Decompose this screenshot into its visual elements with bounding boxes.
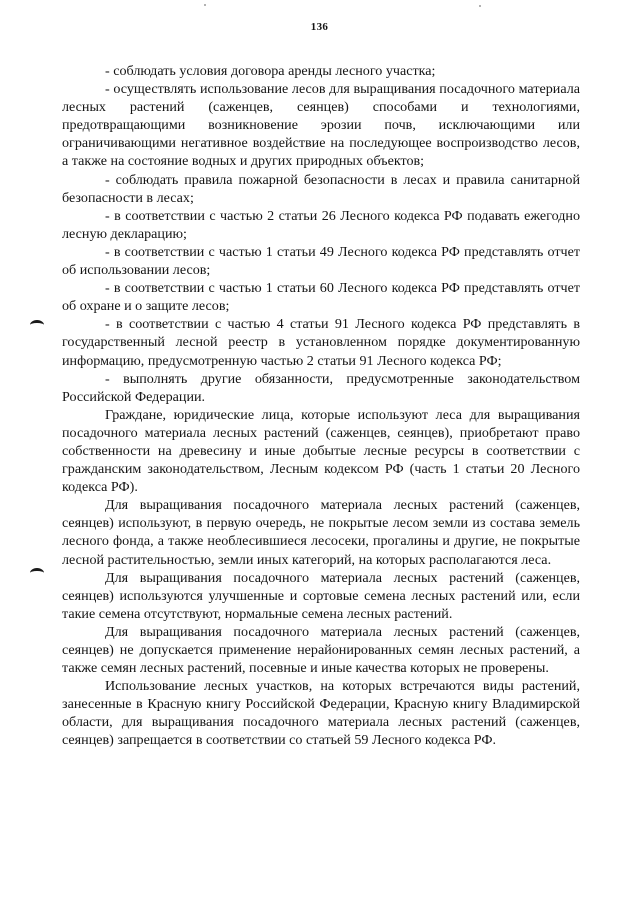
paragraph-unzoned-seeds: Для выращивания посадочного материала лесных растений (саженцев, сеянцев) не допускается применение нерайонированных семян лесных растений, а также семян лесных растений, посевные и иные качества которых не проверены. <box>62 623 580 677</box>
paragraph-seed-quality: Для выращивания посадочного материала лесных растений (саженцев, сеянцев) используются улучшенные и сортовые семена лесных растений или, если такие семена отсутствуют, нормальные семена лесных растений. <box>62 569 580 622</box>
paragraph-other-duties: - выполнять другие обязанности, предусмотренные законодательством Российской Федерации. <box>62 370 580 405</box>
document-body <box>62 62 580 750</box>
paragraph-protection-report: - в соответствии с частью 1 статьи 60 Лесного кодекса РФ представлять отчет об охране и о защите лесов; <box>62 280 580 315</box>
paragraph-forest-declaration: - в соответствии с частью 2 статьи 26 Лесного кодекса РФ подавать ежегодно лесную декларацию; <box>62 207 580 242</box>
scan-margin-mark <box>30 568 44 578</box>
page-number: 136 <box>310 21 329 33</box>
paragraph-usage-report: - в соответствии с частью 1 статьи 49 Лесного кодекса РФ представлять отчет об использовании лесов; <box>62 243 580 279</box>
scan-margin-mark <box>30 320 44 330</box>
paragraph-fire-safety: - соблюдать правила пожарной безопасности в лесах и правила санитарной безопасности в лесах; <box>62 171 580 206</box>
paragraph-erosion-prevention: - осуществлять использование лесов для выращивания посадочного материала лесных растений (саженцев, сеянцев) способами и технологиями, предотвращающими возникновение эрозии почв, исключающими или ограничивающими негативное воздействие на последующее воспроизводство лесов, а также на состояние водных и других природных объектов; <box>62 81 580 170</box>
paragraph-ownership-rights: Граждане, юридические лица, которые используют леса для выращивания посадочного материала лесных растений (саженцев, сеянцев), приобретают право собственности на древесину и иные добытые лесные ресурсы в соответствии с гражданским законодательством, Лесным кодексом РФ (часть 1 статьи 20 Лесного кодекса РФ). <box>62 406 580 496</box>
paragraph-forest-registry: - в соответствии с частью 4 статьи 91 Лесного кодекса РФ представлять в государственный лесной реестр в установленном порядке документированную информацию, предусмотренную частью 2 статьи 91 Лесного кодекса РФ; <box>62 316 580 369</box>
scan-speck <box>479 5 481 7</box>
scan-speck <box>204 4 206 6</box>
paragraph-red-book: Использование лесных участков, на которых встречаются виды растений, занесенные в Красную книгу Российской Федерации, Красную книгу Владимирской области, для выращивания посадочного материала лесных растений (саженцев, сеянцев) запрещается в соответствии со статьей 59 Лесного кодекса РФ. <box>62 678 580 749</box>
paragraph-lease-conditions: - соблюдать условия договора аренды лесного участка; <box>105 63 436 79</box>
paragraph-land-use: Для выращивания посадочного материала лесных растений (саженцев, сеянцев) используют, в первую очередь, не покрытые лесом земли из состава земель лесного фонда, а также необлесившиеся лесосеки, прогалины и другие, не покрытые лесной растительностью, земли иных категорий, на которых располагаются леса. <box>62 497 580 568</box>
